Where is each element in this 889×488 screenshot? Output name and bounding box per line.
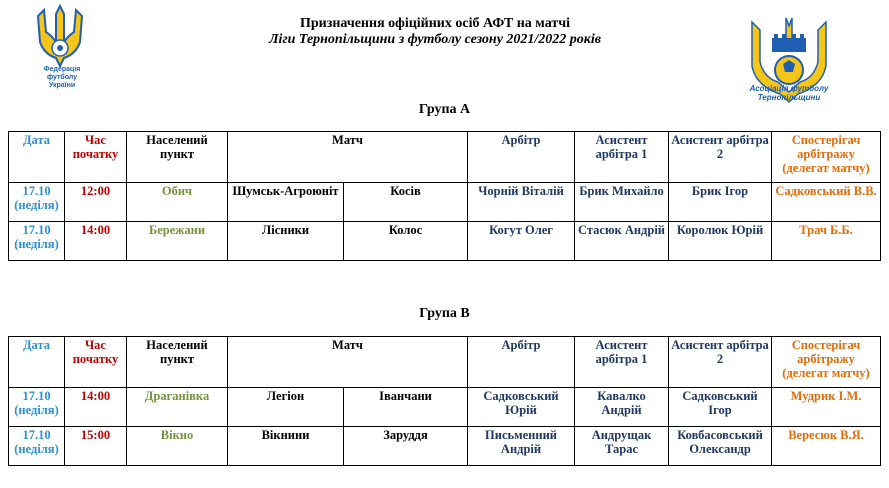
home-team-cell: Шумськ-Агроюніт: [228, 183, 344, 222]
aft-text-2: Тернопільщини: [757, 93, 821, 102]
observer-cell: Трач Б.Б.: [772, 222, 881, 261]
col-time-header: Час початку: [65, 337, 127, 388]
time-cell: 15:00: [65, 427, 127, 466]
place-cell: Вікно: [127, 427, 228, 466]
header-row: [9, 132, 881, 183]
col-assistant2-header: Асистент арбітра 2: [669, 337, 772, 388]
aft-logo: [748, 16, 830, 112]
assistant2-cell: Брик Ігор: [669, 183, 772, 222]
col-referee-header: Арбітр: [468, 337, 575, 388]
home-team-cell: Легіон: [228, 388, 344, 427]
aft-text-1: Асоціація футболу: [749, 84, 829, 93]
uaf-text-3: України: [48, 82, 76, 89]
page-title: [180, 16, 690, 48]
col-time-header: Час початку: [65, 132, 127, 183]
group-b-table: [8, 336, 881, 466]
away-team-cell: Заруддя: [344, 427, 468, 466]
col-date-header: Дата: [9, 337, 65, 388]
col-match-header: Матч: [228, 132, 468, 183]
observer-cell: Мудрик І.М.: [772, 388, 881, 427]
col-referee-header: Арбітр: [468, 132, 575, 183]
referee-cell: Садковський Юрій: [468, 388, 575, 427]
col-observer-header: Спостерігач арбітражу (делегат матчу): [772, 132, 881, 183]
col-assistant1-header: Асистент арбітра 1: [575, 132, 669, 183]
uaf-text-1: Федерація: [43, 66, 81, 73]
table-row: [9, 222, 881, 261]
date-cell: 17.10 (неділя): [9, 427, 65, 466]
away-team-cell: Колос: [344, 222, 468, 261]
place-cell: Бережани: [127, 222, 228, 261]
table-row: [9, 388, 881, 427]
title-line-1: Призначення офіційних осіб АФТ на матчі: [299, 16, 571, 31]
uaf-logo: [30, 2, 90, 98]
away-team-cell: Іванчани: [344, 388, 468, 427]
observer-cell: Садковський В.В.: [772, 183, 881, 222]
home-team-cell: Лісники: [228, 222, 344, 261]
col-date-header: Дата: [9, 132, 65, 183]
assistant1-cell: Кавалко Андрій: [575, 388, 669, 427]
col-observer-header: Спостерігач арбітражу (делегат матчу): [772, 337, 881, 388]
date-cell: 17.10 (неділя): [9, 222, 65, 261]
place-cell: Драганівка: [127, 388, 228, 427]
title-line-2: Ліги Тернопільщини з футболу сезону 2021/2022 років: [268, 32, 602, 47]
place-cell: Обич: [127, 183, 228, 222]
assistant1-cell: Андрущак Тарас: [575, 427, 669, 466]
table-row: [9, 427, 881, 466]
time-cell: 14:00: [65, 388, 127, 427]
away-team-cell: Косів: [344, 183, 468, 222]
col-assistant2-header: Асистент арбітра 2: [669, 132, 772, 183]
referee-cell: Письменний Андрій: [468, 427, 575, 466]
col-match-header: Матч: [228, 337, 468, 388]
assistant1-cell: Стасюк Андрій: [575, 222, 669, 261]
header-row: [9, 337, 881, 388]
assistant1-cell: Брик Михайло: [575, 183, 669, 222]
group-a-table: [8, 131, 881, 261]
referee-cell: Чорній Віталій: [468, 183, 575, 222]
table-row: [9, 183, 881, 222]
referee-cell: Когут Олег: [468, 222, 575, 261]
group-a-title: Група А: [418, 102, 471, 117]
assistant2-cell: Садковський Ігор: [669, 388, 772, 427]
assistant2-cell: Королюк Юрій: [669, 222, 772, 261]
time-cell: 14:00: [65, 222, 127, 261]
date-cell: 17.10 (неділя): [9, 183, 65, 222]
col-place-header: Населений пункт: [127, 337, 228, 388]
time-cell: 12:00: [65, 183, 127, 222]
uaf-text-2: футболу: [46, 74, 78, 81]
col-place-header: Населений пункт: [127, 132, 228, 183]
home-team-cell: Вікнини: [228, 427, 344, 466]
date-cell: 17.10 (неділя): [9, 388, 65, 427]
col-assistant1-header: Асистент арбітра 1: [575, 337, 669, 388]
group-b-title: Група В: [419, 306, 470, 321]
observer-cell: Вересюк В.Я.: [772, 427, 881, 466]
assistant2-cell: Ковбасовський Олександр: [669, 427, 772, 466]
